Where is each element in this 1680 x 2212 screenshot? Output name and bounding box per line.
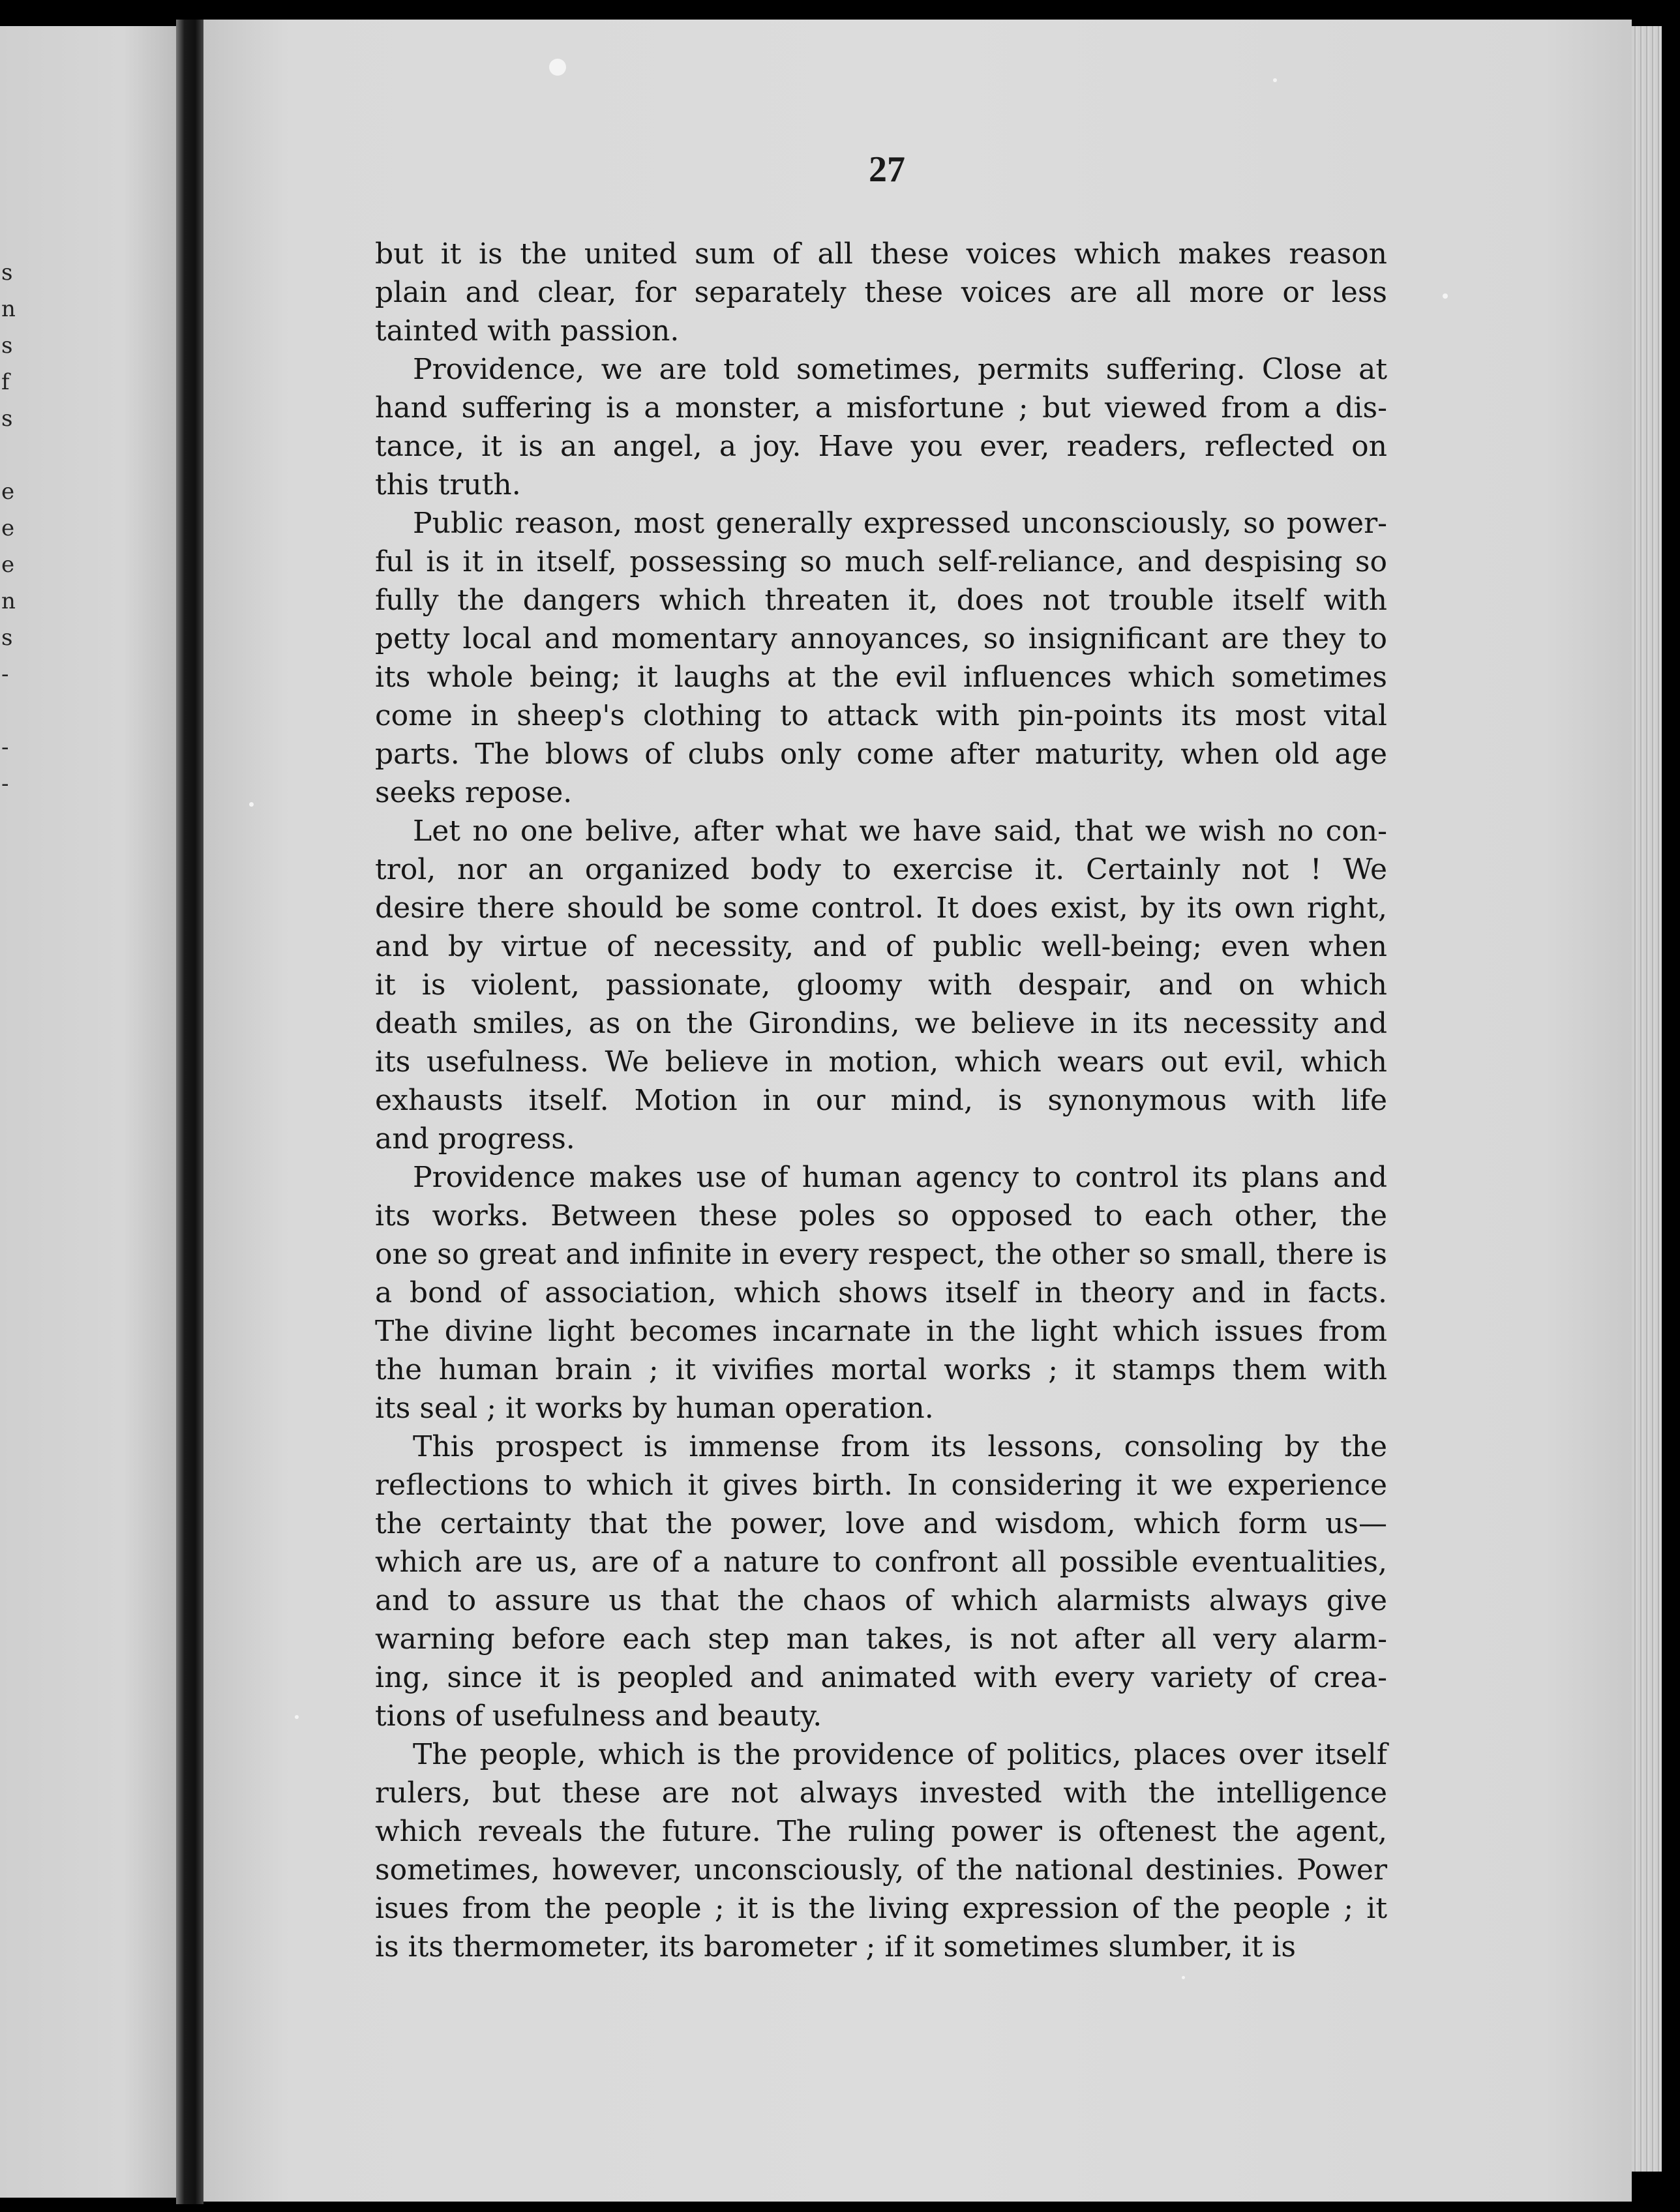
text-line: Providence, we are told sometimes, permits suffering. Close at [413, 353, 1387, 386]
text-line: seeks repose. [375, 776, 573, 809]
text-line: isues from the people ; it is the living expression of the people ; it [375, 1892, 1387, 1925]
text-line: tainted with passion. [375, 314, 680, 348]
text-line: reflections to which it gives birth. In considering it we experience [375, 1469, 1387, 1502]
text-line: plain and clear, for separately these voices are all more or less [375, 276, 1387, 309]
book-gutter [176, 20, 203, 2204]
text-line: and progress. [375, 1122, 575, 1156]
text-line: it is violent, passionate, gloomy with despair, and on which [375, 968, 1387, 1002]
paragraph [375, 1158, 1387, 1427]
text-line: one so great and infinite in every respect, the other so small, there is [375, 1238, 1387, 1271]
page-number: 27 [869, 149, 905, 190]
text-line: its works. Between these poles so opposed to each other, the [375, 1199, 1387, 1233]
text-line: the human brain ; it vivifies mortal works ; it stamps them with [375, 1353, 1387, 1386]
text-line: fully the dangers which threaten it, does not trouble itself with [375, 584, 1387, 617]
text-line: Let no one belive, after what we have said, that we wish no con- [413, 815, 1387, 848]
text-line: The people, which is the providence of politics, places over itself [413, 1738, 1387, 1771]
page-stack-edges [1632, 26, 1662, 2172]
text-line: petty local and momentary annoyances, so insignificant are they to [375, 622, 1387, 655]
text-line: warning before each step man takes, is not after all very alarm- [375, 1622, 1387, 1656]
text-line: This prospect is immense from its lessons, consoling by the [413, 1430, 1387, 1463]
text-line: exhausts itself. Motion in our mind, is synonymous with life [375, 1084, 1387, 1117]
text-line: sometimes, however, unconsciously, of the national destinies. Power [375, 1853, 1387, 1887]
paragraph [375, 1735, 1387, 1966]
text-line: and to assure us that the chaos of which alarmists always give [375, 1584, 1387, 1617]
text-line: The divine light becomes incarnate in the light which issues from [375, 1315, 1387, 1348]
text-line: rulers, but these are not always invested with the intelligence [375, 1776, 1387, 1810]
text-line: ing, since it is peopled and animated with every variety of crea- [375, 1661, 1387, 1694]
text-line: tance, it is an angel, a joy. Have you ever, readers, reflected on [375, 430, 1387, 463]
text-line: is its thermometer, its barometer ; if it sometimes slumber, it is [375, 1930, 1296, 1964]
previous-page-line-ends: s n s f s e e e n s - - - [1, 260, 16, 797]
text-line: a bond of association, which shows itself in theory and in facts. [375, 1276, 1387, 1309]
text-line: death smiles, as on the Girondins, we believe in its necessity and [375, 1007, 1387, 1040]
text-line: tions of usefulness and beauty. [375, 1699, 822, 1733]
text-line: which are us, are of a nature to confront all possible eventualities, [375, 1546, 1387, 1579]
text-line: its seal ; it works by human operation. [375, 1392, 934, 1425]
text-line: its whole being; it laughs at the evil influences which sometimes [375, 661, 1387, 694]
text-line: and by virtue of necessity, and of public well-being; even when [375, 930, 1387, 963]
body-text [375, 235, 1387, 1966]
text-line: desire there should be some control. It does exist, by its own right, [375, 891, 1387, 925]
text-line: which reveals the future. The ruling power is oftenest the agent, [375, 1815, 1387, 1848]
text-line: ful is it in itself, possessing so much self-reliance, and despising so [375, 545, 1387, 578]
text-line: come in sheep's clothing to attack with pin-points its most vital [375, 699, 1387, 732]
text-line: trol, nor an organized body to exercise it. Certainly not ! We [375, 853, 1387, 886]
text-line: Public reason, most generally expressed unconsciously, so power- [413, 507, 1387, 540]
paragraph [375, 504, 1387, 812]
paragraph [375, 1427, 1387, 1735]
text-line: this truth. [375, 468, 521, 501]
text-line: Providence makes use of human agency to control its plans and [413, 1161, 1387, 1194]
paragraph [375, 350, 1387, 504]
paragraph [375, 812, 1387, 1158]
text-line: parts. The blows of clubs only come after maturity, when old age [375, 738, 1387, 771]
previous-page-edge [0, 26, 176, 2198]
text-line: its usefulness. We believe in motion, which wears out evil, which [375, 1045, 1387, 1079]
paragraph [375, 235, 1387, 350]
text-line: but it is the united sum of all these voices which makes reason [375, 237, 1387, 271]
text-line: the certainty that the power, love and wisdom, which form us— [375, 1507, 1387, 1540]
text-line: hand suffering is a monster, a misfortune ; but viewed from a dis- [375, 391, 1387, 425]
